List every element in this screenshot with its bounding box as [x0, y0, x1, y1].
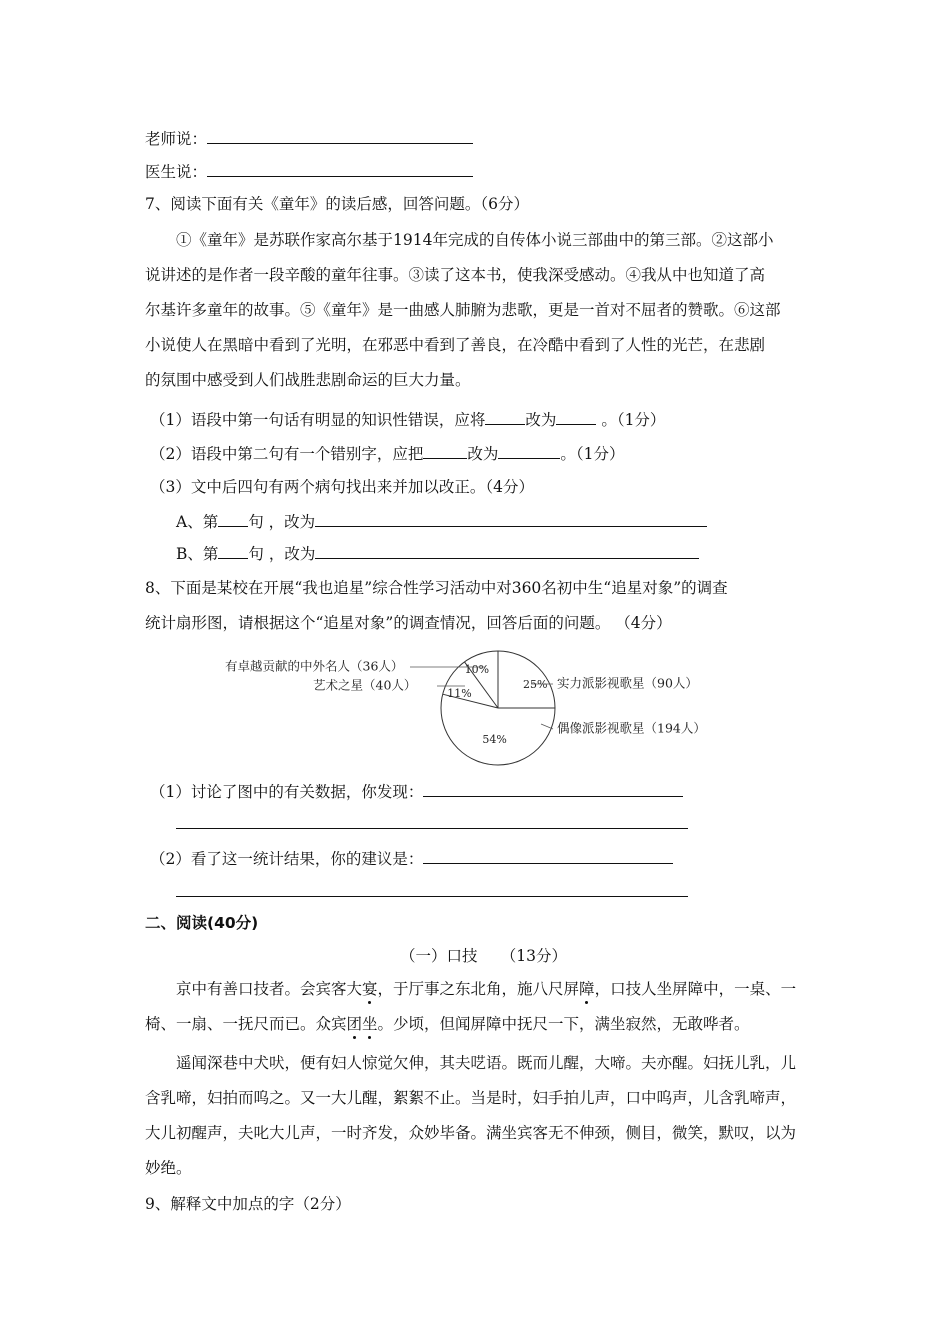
q7-sub1-text: （1）语段中第一句话有明显的知识性错误，应将: [150, 411, 486, 429]
q7-option-a-mid: 句 ，改为: [248, 513, 316, 531]
q8-sub1-text: （1）讨论了图中的有关数据，你发现：: [150, 783, 424, 801]
q7-option-b-correction-blank[interactable]: [315, 543, 699, 559]
passage-line: 含乳啼，妇拍而呜之。又一大儿醒，絮絮不止。当是时，妇手拍儿声，口中呜声，儿含乳啼声，: [145, 1089, 797, 1107]
q7-sub1-score: 。（1分）: [596, 411, 666, 429]
q8-sub2-blank[interactable]: [423, 848, 673, 864]
q7-sub2-text: （2）语段中第二句有一个错别字，应把: [150, 445, 424, 463]
q7-passage-line: ①《童年》是苏联作家高尔基于1914年完成的自传体小说三部曲中的第三部。②这部小: [176, 231, 774, 249]
q7-passage-line: 说讲述的是作者一段辛酸的童年往事。③读了这本书，使我深受感动。④我从中也知道了高: [145, 266, 766, 284]
passage-text: 椅、一扇、一抚尺而已。众宾: [145, 1015, 347, 1033]
q7-option-a: [176, 511, 707, 532]
q8-sub1-answer-line[interactable]: [176, 828, 688, 829]
doctor-blank[interactable]: [207, 161, 473, 177]
section-heading: 二、阅读(40分): [145, 914, 259, 932]
q7-option-b-sentence-blank[interactable]: [218, 543, 248, 559]
passage-text: ，口技人坐屏障中，一桌、一: [594, 980, 797, 998]
q7-option-a-label: A、第: [176, 513, 219, 531]
q7-sub1-blank-to[interactable]: [556, 409, 596, 425]
dotted-char: 障: [579, 980, 595, 998]
q8-sub2-answer-line[interactable]: [176, 896, 688, 897]
pie-chart: [215, 648, 735, 768]
pie-percent-label: 11%: [447, 687, 472, 701]
q8-sub1: [150, 781, 683, 802]
passage-line: [176, 979, 796, 999]
q7-option-b-mid: 句 ，改为: [248, 545, 316, 563]
pie-leader-line: [541, 724, 553, 729]
q7-sub2-blank-from[interactable]: [423, 443, 467, 459]
q7-sub2: [150, 443, 625, 464]
pie-slice-label: 艺术之星（40人）: [313, 677, 417, 693]
q7-sub1-blank-from[interactable]: [485, 409, 525, 425]
q7-sub1: [150, 409, 665, 430]
q7-sub3: （3）文中后四句有两个病句找出来并加以改正。（4分）: [150, 478, 534, 496]
dotted-char: 团: [346, 1015, 363, 1033]
teacher-label: 老师说：: [145, 130, 208, 148]
q7-passage-line: 的氛围中感受到人们战胜悲剧命运的巨大力量。: [145, 371, 471, 389]
passage-line: [145, 1014, 750, 1034]
q7-passage-line: 尔基许多童年的故事。⑤《童年》是一曲感人肺腑为悲歌，更是一首对不屈者的赞歌。⑥这部: [145, 301, 781, 319]
pie-slice-label: 有卓越贡献的中外名人（36人）: [225, 658, 404, 674]
dotted-char: 宴: [362, 980, 378, 998]
q7-option-a-correction-blank[interactable]: [315, 511, 707, 527]
q8-sub1-blank[interactable]: [423, 781, 683, 797]
pie-slice-label: 偶像派影视歌星（194人）: [557, 720, 706, 736]
teacher-blank[interactable]: [207, 128, 473, 144]
q7-option-a-sentence-blank[interactable]: [218, 511, 248, 527]
q7-sub2-mid: 改为: [467, 445, 499, 463]
q8-prompt-line: 8、下面是某校在开展“我也追星”综合性学习活动中对360名初中生“追星对象”的调查: [145, 579, 728, 597]
reading-subheading: （一）口技 （13分）: [400, 947, 567, 965]
passage-text: ，于厅事之东北角，施八尺屏: [377, 980, 580, 998]
q9-prompt: 9、解释文中加点的字（2分）: [145, 1195, 351, 1213]
q7-sub1-mid: 改为: [525, 411, 557, 429]
pie-percent-label: 25%: [522, 677, 548, 691]
doctor-label: 医生说：: [145, 163, 208, 181]
q7-passage-line: 小说使人在黑暗中看到了光明，在邪恶中看到了善良，在冷酷中看到了人性的光芒，在悲剧: [145, 336, 766, 354]
passage-line: 妙绝。: [145, 1159, 192, 1177]
pie-percent-label: 10%: [464, 662, 490, 676]
q8-prompt-line: 统计扇形图，请根据这个“追星对象”的调查情况，回答后面的问题。 （4分）: [145, 614, 672, 632]
q8-sub2: [150, 848, 673, 869]
teacher-line: [145, 128, 473, 149]
q7-option-b: [176, 543, 699, 564]
pie-slice-label: 实力派影视歌星（90人）: [557, 675, 698, 691]
q7-option-b-label: B、第: [176, 545, 219, 563]
q7-prompt: 7、阅读下面有关《童年》的读后感，回答问题。（6分）: [145, 195, 529, 213]
passage-text: 京中有善口技者。会宾客大: [176, 980, 363, 998]
passage-text: 。少顷，但闻屏障中抚尺一下，满坐寂然，无敢哗者。: [377, 1015, 750, 1033]
dotted-char: 坐: [362, 1015, 378, 1033]
doctor-line: [145, 161, 473, 182]
passage-line: 大儿初醒声，夫叱大儿声，一时齐发，众妙毕备。满坐宾客无不伸颈，侧目，微笑，默叹，以为: [145, 1124, 797, 1142]
q8-sub2-text: （2）看了这一统计结果，你的建议是：: [150, 850, 424, 868]
q7-sub2-score: 。（1分）: [560, 445, 625, 463]
passage-line: 遥闻深巷中犬吠，便有妇人惊觉欠伸，其夫呓语。既而儿醒，大啼。夫亦醒。妇抚儿乳，儿: [176, 1054, 797, 1072]
q7-sub2-blank-to[interactable]: [498, 443, 560, 459]
pie-percent-label: 54%: [482, 732, 507, 746]
